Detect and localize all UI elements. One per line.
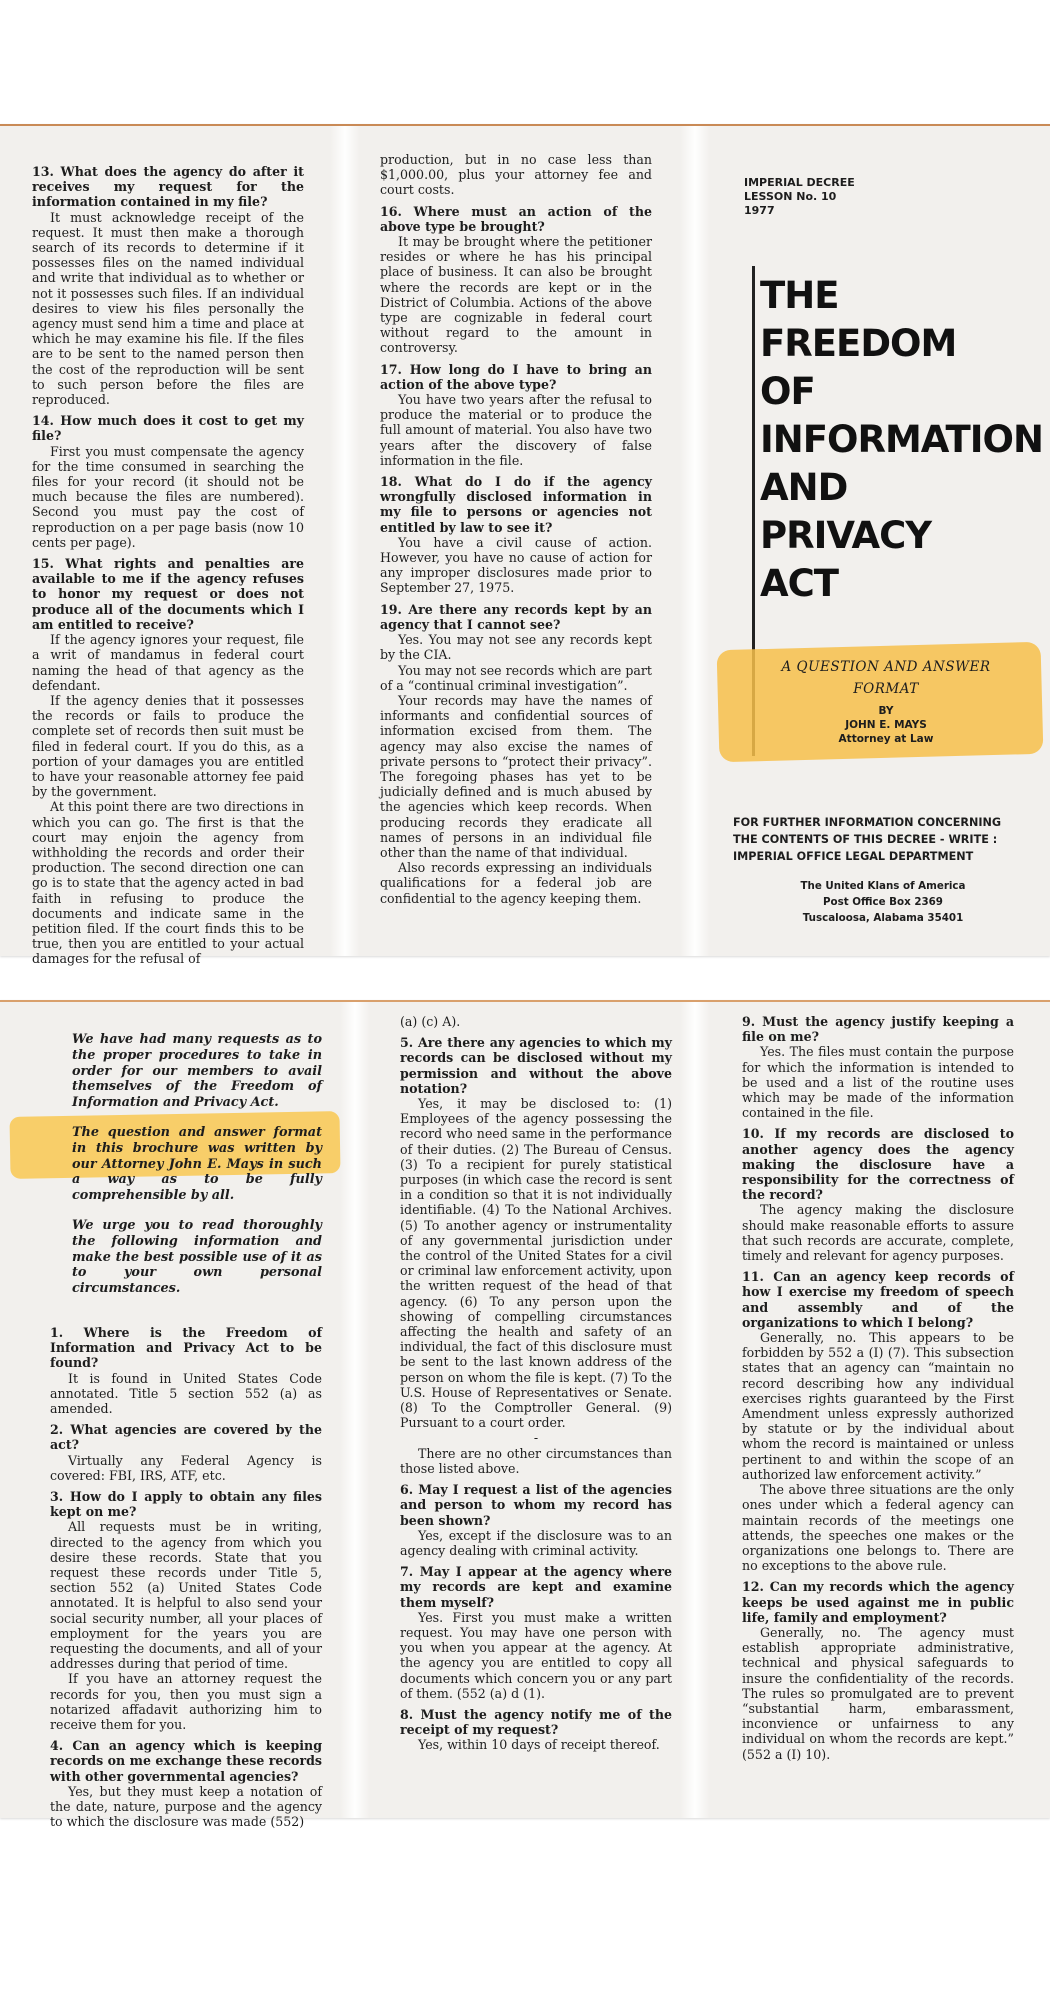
qa-format-line: A QUESTION AND ANSWER (781, 659, 991, 675)
answer: You have two years after the refusal to produce the material or to produce the full amount of material. You also have two years after the discovery of false information in the file. (380, 392, 652, 468)
fold-line (680, 1002, 710, 1818)
answer: Yes. First you must make a written request. You may have one person with you when you appear at the agency. At the agency you are entitled to copy all documents which concern you or any part of them. (552 (a) d (1). (400, 1609, 672, 1701)
answer: Your records may have the names of informants and confidential sources of information excised from them. The agency may also excise the names of private persons to “protect their privacy”. The foregoing phases has yet to be judicially defined and is much abused by the agencies which keep records. When producing records they eradicate all names of persons in an individual file other than the name of that individual. (380, 692, 652, 860)
title-word: INFORMATION (760, 418, 1043, 461)
answer: Yes, it may be disclosed to: (1) Employees of the agency possessing the record who need same in the performance of their duties. (2) The Bureau of Census. (3) To a recipient for purely statistical purposes (in which case the record is sent in a condition so that it is not individually identifiable. (4) To the National Archives. (5) To another agency or instrumentality of any governmental jurisdiction under the control of the United States for a civil or criminal law enforcement activity, upon the written request of the head of that agency. (6) To any person upon the showing of compelling circumstances affecting the health and safety of an individual, the fact of this disclosure must be sent to the last known address of the person on whom the file is kept. (7) To the U.S. House of Representatives or Senate. (8) To the Comptroller General. (9) Pursuant to a court order. (400, 1096, 672, 1431)
panel-questions-16-19 (380, 126, 652, 956)
question: 16. Where must an action of the above type be brought? (380, 203, 652, 234)
panel-questions-5-8 (400, 1002, 672, 1818)
answer: At this point there are two directions in which you can go. The first is that the court may enjoin the agency from withholding the records and order their production. The second direction one can go is to state that the agency acted in bad faith in refusing to produce the documents and indicate same in the petition filed. If the court finds this to be true, then you are entitled to your actual damages for the refusal of (32, 799, 304, 967)
question: 12. Can my records which the agency keeps be used against me in public life, family and employment? (742, 1579, 1014, 1625)
question: 8. Must the agency notify me of the receipt of my request? (400, 1706, 672, 1738)
answer: If the agency denies that it possesses the records or fails to produce the complete set of records then suit must be filed in federal court. If you do this, as a portion of your damages you are entitled to have your reasonable attorney fee paid by the government. (32, 692, 304, 800)
question: 19. Are there any records kept by an agency that I cannot see? (380, 601, 652, 632)
answer-continuation: (a) (c) A). (400, 1014, 461, 1029)
fold-line (340, 1002, 370, 1818)
author-name: JOHN E. MAYS (845, 719, 927, 731)
answer: If the agency ignores your request, file a writ of mandamus in federal court naming the head of that agency as the defendant. (32, 632, 304, 693)
answer: Yes. You may not see any records kept by the CIA. (380, 632, 652, 663)
subtitle-block (740, 656, 1032, 746)
intro-paragraph-highlighted: The question and answer format in this brochure was written by our Attorney John E. Mays in such a way as to be fully comprehensible by all. (72, 1124, 322, 1204)
question: 1. Where is the Freedom of Information and Privacy Act to be found? (50, 1324, 322, 1371)
answer: The above three situations are the only ones under which a federal agency can maintain records of the meetings one attends, the speeches one makes or the organizations one belongs to. There are no exceptions to the above rule. (742, 1482, 1014, 1574)
answer: You have a civil cause of action. However, you have no cause of action for any improper disclosures made prior to September 27, 1975. (380, 534, 652, 596)
panel-intro-questions-1-4 (50, 1002, 322, 1830)
title-word: OF (760, 370, 815, 413)
answer: First you must compensate the agency for the time consumed in searching the files for your record (it should not be much because the files are numbered). Second you must pay the cost of reproduction on a per page basis (now 10 cents per page). (32, 443, 304, 550)
question: 5. Are there any agencies to which my records can be disclosed without my permission and without the above notation? (400, 1035, 672, 1096)
question: 9. Must the agency justify keeping a file on me? (742, 1014, 1014, 1045)
question: 14. How much does it cost to get my file? (32, 413, 304, 444)
answer-continuation: production, but in no case less than $1,000.00, plus your attorney fee and court costs. (380, 152, 652, 198)
mailing-address (733, 878, 1033, 926)
title-word: THE (760, 274, 839, 317)
decree-heading (744, 176, 855, 218)
separator-dash: - (533, 1430, 539, 1446)
lesson-line: LESSON No. 10 (744, 190, 837, 203)
answer: It is found in United States Code annotated. Title 5 section 552 (a) as amended. (50, 1370, 322, 1416)
author-title: Attorney at Law (838, 733, 934, 745)
decree-line: IMPERIAL DECREE (744, 176, 855, 189)
address-line: Tuscaloosa, Alabama 35401 (802, 912, 964, 924)
answer: Yes, within 10 days of receipt thereof. (418, 1737, 660, 1753)
answer: Generally, no. The agency must establish appropriate administrative, technical and physical safeguards to insure the confidentiality of the records. The rules so promulgated are to prevent “substantial harm, embarassment, inconvience or unfairness to any individual on whom the records are kept.” (552 a (I) 10). (742, 1624, 1014, 1762)
question: 17. How long do I have to bring an action of the above type? (380, 361, 652, 392)
answer: Also records expressing an individuals qualifications for a federal job are confidential to the agency keeping them. (380, 860, 652, 906)
panel-questions-9-12 (742, 1002, 1014, 1818)
question: 3. How do I apply to obtain any files kept on me? (50, 1488, 322, 1520)
answer: The agency making the disclosure should make reasonable efforts to assure that such records are accurate, complete, timely and relevant for agency purposes. (742, 1202, 1014, 1264)
address-line: The United Klans of America (800, 880, 966, 892)
answer: Yes. The files must contain the purpose for which the information is intended to be used and a list of the routine uses which may be made of the information contained in the file. (742, 1044, 1014, 1121)
answer: Virtually any Federal Agency is covered: FBI, IRS, ATF, etc. (50, 1452, 322, 1483)
further-line: IMPERIAL OFFICE LEGAL DEPARTMENT (733, 850, 974, 863)
question: 2. What agencies are covered by the act? (50, 1422, 322, 1453)
fold-line (680, 126, 710, 956)
question: 15. What rights and penalties are available to me if the agency refuses to honor my request or does not produce all of the documents which I am entitled to receive? (32, 556, 304, 632)
by-line: BY (878, 705, 894, 717)
answer: There are no other circumstances than those listed above. (400, 1445, 672, 1476)
answer: You may not see records which are part of a “continual criminal investigation”. (380, 662, 652, 693)
question: 18. What do I do if the agency wrongfully disclosed information in my file to persons or agencies not entitled by law to see it? (380, 474, 652, 535)
address-line: Post Office Box 2369 (823, 896, 943, 908)
title-word: FREEDOM (760, 322, 957, 365)
intro-paragraph: We urge you to read thoroughly the following information and make the best possible use of it as to your own personal circumstances. (72, 1217, 322, 1297)
answer: Generally, no. This appears to be forbidden by 552 a (I) (7). This subsection states that an agency can “maintain no record describing how any individual exercises rights guaranteed by the First Amendment unless expressly authorized by statute or by the individual about whom the record is maintained or unless pertinent to and within the scope of an authorized law enforcement activity.” (742, 1330, 1014, 1482)
year-line: 1977 (744, 204, 775, 217)
title-word: PRIVACY (760, 514, 932, 557)
further-line: FOR FURTHER INFORMATION CONCERNING (733, 816, 1002, 829)
answer: It may be brought where the petitioner resides or where he has his principal place of business. It can also be brought where the records are kept or in the District of Columbia. Actions of the above type are cognizable in federal court without regard to the amount in controversy. (380, 234, 652, 356)
question: 13. What does the agency do after it receives my request for the information contained in my file? (32, 164, 304, 210)
brochure-outer-side (0, 124, 1050, 967)
question: 10. If my records are disclosed to another agency does the agency making the disclosure have a responsibility for the correctness of the record? (742, 1126, 1014, 1203)
brochure-inner-side (0, 1000, 1050, 1830)
further-info (733, 814, 1033, 865)
answer: Yes, but they must keep a notation of the date, nature, purpose and the agency to which the disclosure was made (552) (50, 1783, 322, 1830)
answer: Yes, except if the disclosure was to an agency dealing with criminal activity. (400, 1527, 672, 1558)
title-word: ACT (760, 562, 839, 605)
question: 6. May I request a list of the agencies and person to whom my record has been shown? (400, 1482, 672, 1528)
answer: All requests must be in writing, directed to the agency from which you desire these records. State that you request these records under Title 5, section 552 (a) United States Code annotated. It is helpful to also send your social security number, all your places of employment for the years you are requesting the documents, and all of your addresses during that period of time. (50, 1519, 322, 1672)
panel-questions-13-15 (32, 126, 304, 967)
intro-paragraph: We have had many requests as to the proper procedures to take in order for our members to avail themselves of the Freedom of Information and Privacy Act. (72, 1032, 322, 1111)
fold-line (330, 126, 360, 956)
qa-format-line: FORMAT (853, 681, 919, 697)
cover-title (760, 272, 1043, 608)
further-line: THE CONTENTS OF THIS DECREE - WRITE : (733, 833, 998, 846)
question: 11. Can an agency keep records of how I exercise my freedom of speech and assembly and of the organizations to which I belong? (742, 1269, 1014, 1330)
question: 7. May I appear at the agency where my records are kept and examine them myself? (400, 1564, 672, 1610)
answer: If you have an attorney request the records for you, then you must sign a notarized affadavit authorizing him to receive them for you. (50, 1671, 322, 1733)
question: 4. Can an agency which is keeping records on me exchange these records with other governmental agencies? (50, 1738, 322, 1784)
answer: It must acknowledge receipt of the request. It must then make a thorough search of its records to determine if it possesses files on the named individual and write that individual as to whether or not it possesses such files. If an individual desires to view his files personally the agency must send him a time and place at which he may examine his file. If the files are to be sent to the named person then the cost of the reproduction will be sent to such person before the files are reproduced. (32, 209, 304, 408)
title-word: AND (760, 466, 848, 509)
